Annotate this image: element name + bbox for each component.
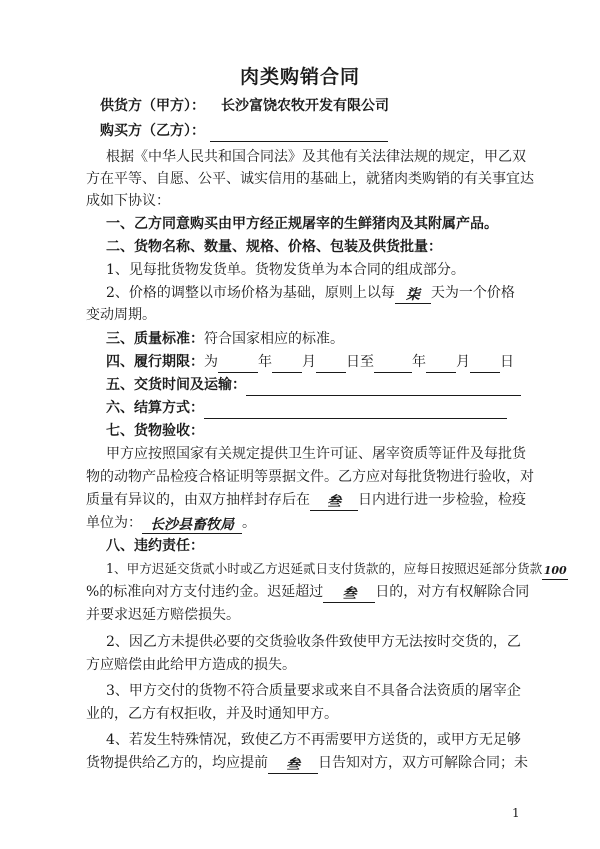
delivery-blank: [246, 378, 521, 396]
clause-2-heading: 二、货物名称、数量、规格、价格、包装及供货批量：: [106, 239, 442, 255]
settlement-blank: [204, 401, 507, 419]
start-month-label: 月: [302, 354, 316, 370]
page-number: 1: [512, 806, 520, 820]
inspection-unit: 长沙县畜牧局: [142, 516, 242, 534]
clause-7-line-4: [86, 512, 531, 534]
supplier-value: 长沙富饶农牧开发有限公司: [221, 98, 389, 114]
termination-days: 叁: [323, 585, 375, 603]
clause-8-p4-line-2-end: 日告知对方，双方可解除合同；未: [318, 755, 528, 771]
clause-8-p1-line-2-text: %的标准向对方支付违约金。迟延超过: [86, 584, 324, 600]
clause-4: [106, 351, 551, 373]
clause-1: 一、乙方同意购买由甲方经正规屠宰的生鲜猪肉及其附属产品。: [106, 216, 498, 232]
end-year-blank: [374, 355, 412, 373]
clause-5: [106, 374, 551, 396]
intro-line-1: 根据《中华人民共和国合同法》及其他有关法律法规的规定，甲乙双: [106, 149, 526, 165]
clause-2-item-2: [106, 282, 551, 304]
price-cycle-days: 柒: [395, 286, 431, 304]
clause-7-line-4-end: 。: [242, 515, 256, 531]
notice-days: 叁: [268, 756, 318, 774]
clause-3-text: 符合国家相应的标准。: [204, 331, 344, 347]
clause-7-line-2: 物的动物产品检疫合格证明等票据文件。乙方应对每批货物进行验收，对: [86, 469, 534, 485]
start-day-blank: [316, 355, 346, 373]
clause-6-heading: 六、结算方式：: [106, 400, 204, 416]
buyer-label: 购买方（乙方）：: [100, 123, 205, 139]
clause-8-p3-line-1: 3、甲方交付的货物不符合质量要求或来自不具备合法资质的屠宰企: [106, 683, 521, 699]
clause-8-p2-line-2: 方应赔偿由此给甲方造成的损失。: [86, 657, 296, 673]
clause-2-item-2-text-end: 天为一个价格: [430, 285, 515, 301]
clause-3: [106, 328, 551, 350]
clause-8-heading: 八、违约责任：: [106, 538, 204, 554]
clause-8-p2-line-1: 2、因乙方未提供必要的交货验收条件致使甲方无法按时交货的，乙: [106, 634, 521, 650]
clause-3-heading: 三、质量标准：: [106, 331, 204, 347]
page-title: 肉类购销合同: [239, 66, 360, 88]
intro-line-3: 成如下协议：: [86, 193, 170, 209]
end-month-label: 月: [456, 354, 470, 370]
clause-7-line-1: 甲方应按照国家有关规定提供卫生许可证、屠宰资质等证件及每批货: [106, 446, 526, 462]
end-month-blank: [426, 355, 456, 373]
end-day-blank: [470, 355, 500, 373]
clause-8-p4-line-1: 4、若发生特殊情况，致使乙方不再需要甲方送货的，或甲方无足够: [106, 732, 521, 748]
start-year-label: 年: [258, 354, 272, 370]
clause-4-heading: 四、履行期限：: [106, 354, 204, 370]
supplier-label: 供货方（甲方）：: [100, 98, 205, 114]
clause-8-p1-line-3: 并要求迟延方赔偿损失。: [86, 607, 240, 623]
end-year-label: 年: [412, 354, 426, 370]
clause-5-heading: 五、交货时间及运输：: [106, 377, 246, 393]
clause-8-p4-line-2: [86, 752, 531, 774]
start-month-blank: [272, 355, 302, 373]
clause-7-line-4-text: 单位为：: [86, 515, 142, 531]
supplier-row: [100, 95, 545, 117]
clause-7-heading: 七、货物验收：: [106, 423, 204, 439]
start-year-blank: [218, 355, 258, 373]
intro-line-2: 方在平等、自愿、公平、诚实信用的基础上，就猪肉类购销的有关事宜达: [86, 171, 534, 187]
clause-8-p1-text: 1、甲方迟延交货贰小时或乙方迟延贰日支付货款的，应每日按照迟延部分货款: [106, 561, 543, 576]
clause-8-p1-line-2-end: 日的，对方有权解除合同: [375, 584, 530, 600]
inspection-days: 叁: [310, 493, 358, 511]
clause-8-p1-line-1: [106, 558, 567, 580]
buyer-blank: [210, 124, 388, 142]
clause-2-item-1: 1、见每批货物发货单。货物发货单为本合同的组成部分。: [106, 262, 465, 278]
clause-8-p1-line-2: [86, 581, 531, 603]
clause-2-item-2-cont: 变动周期。: [86, 307, 156, 323]
clause-4-from: 为: [204, 354, 218, 370]
clause-6: [106, 397, 551, 419]
end-day-label: 日: [500, 354, 514, 370]
start-day-label: 日至: [346, 354, 374, 370]
clause-8-p3-line-2: 业的，乙方有权拒收，并及时通知甲方。: [86, 706, 338, 722]
clause-8-p4-line-2-text: 货物提供给乙方的，均应提前: [86, 755, 268, 771]
clause-7-line-3-text: 质量有异议的，由双方抽样封存后在: [86, 492, 310, 508]
clause-7-line-3: [86, 489, 531, 511]
buyer-row: [100, 120, 545, 142]
clause-7-line-3-text-end: 日内进行进一步检验，检疫: [358, 492, 526, 508]
penalty-rate: 100: [542, 562, 568, 580]
clause-2-item-2-text: 2、价格的调整以市场价格为基础，原则上以每: [106, 285, 395, 301]
